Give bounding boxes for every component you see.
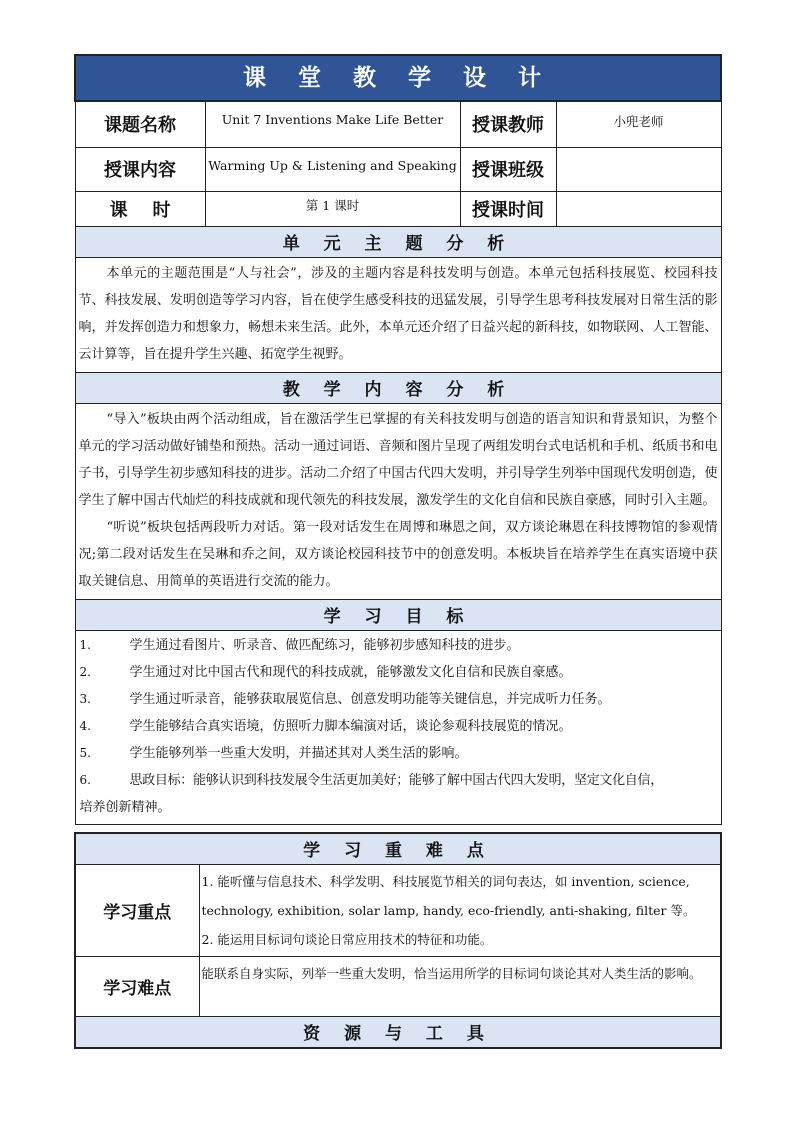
goal-number: 4. <box>79 718 91 733</box>
goal-continuation: 培养创新精神。 <box>79 799 171 815</box>
content-analysis-para2: “听说”板块包括两段听力对话。第一段对话发生在周博和琳恩之间，双方谈论琳恩在科技博物馆的参观情况;第二段对话发生在吴琳和乔之间，双方谈论校园科技节中的创意发明。本板块旨在培养学生在真实语境中获取关键信息、用简单的英语进行交流的能力。 <box>78 519 718 589</box>
time-label: 授课时间 <box>460 191 556 226</box>
content-analysis-para1: “导入”板块由两个活动组成，旨在激活学生已掌握的有关科技发明与创造的语言知识和背景知识，为整个单元的学习活动做好铺垫和预热。活动一通过词语、音频和图片呈现了两组发明台式电话机和手机、纸质书和电子书，引导学生初步感知科技的进步。活动二介绍了中国古代四大发明，并引导学生列举中国现代发明创造，使学生了解中国古代灿烂的科技成就和现代领先的科技发展，激发学生的文化自信和民族自豪感，同时引入主题。 <box>78 411 718 508</box>
goal-text: 学生通过看图片、听录音、做匹配练习，能够初步感知科技的进步。 <box>129 637 520 653</box>
goal-text: 学生能够结合真实语境，仿照听力脚本编演对话，谈论参观科技展览的情况。 <box>129 718 572 734</box>
goal-text: 学生通过对比中国古代和现代的科技成就，能够激发文化自信和民族自豪感。 <box>129 664 572 680</box>
focus-item: 2. 能运用目标词句谈论日常应用技术的特征和功能。 <box>201 931 493 947</box>
goal-number: 3. <box>79 691 91 706</box>
document-title: 课 堂 教 学 设 计 <box>75 55 721 101</box>
goal-number: 6. <box>79 772 91 787</box>
period-label: 课 时 <box>75 191 205 226</box>
content-label: 授课内容 <box>75 147 205 191</box>
unit-analysis-text: 本单元的主题范围是“人与社会”，涉及的主题内容是科技发明与创造。本单元包括科技展览、校园科技节、科技发展、发明创造等学习内容，旨在使学生感受科技的迅猛发展，引导学生思考科技发展对日常生活的影响，并发挥创造力和想象力，畅想未来生活。此外，本单元还介绍了日益兴起的新科技，如物联网、人工智能、云计算等，旨在提升学生兴趣、拓宽学生视野。 <box>78 265 718 362</box>
goals-heading: 学 习 目 标 <box>75 599 721 630</box>
unit-analysis-heading: 单 元 主 题 分 析 <box>75 226 721 257</box>
content-value: Warming Up & Listening and Speaking <box>205 147 460 191</box>
goal-number: 2. <box>79 664 91 679</box>
goals-body <box>75 630 721 824</box>
goal-item <box>76 686 718 713</box>
content-analysis-body <box>75 403 721 599</box>
table-gap <box>74 825 720 832</box>
class-label: 授课班级 <box>460 147 556 191</box>
goal-text: 学生通过听录音，能够获取展览信息、创意发明功能等关键信息，并完成听力任务。 <box>129 691 611 707</box>
lesson-plan-table <box>74 54 722 825</box>
goal-item <box>76 659 718 686</box>
goal-item <box>76 713 718 740</box>
lesson-plan-page <box>74 54 720 1049</box>
unit-analysis-body <box>75 257 721 372</box>
period-value: 第 1 课时 <box>205 191 460 226</box>
goal-item <box>76 767 718 794</box>
key-points-heading: 学 习 重 难 点 <box>75 833 721 865</box>
goal-item <box>76 632 718 659</box>
focus-body <box>199 864 721 956</box>
goal-text: 思政目标：能够认识到科技发展令生活更加美好；能够了解中国古代四大发明，坚定文化自信， <box>129 772 663 788</box>
teacher-value: 小兜老师 <box>556 101 721 147</box>
goal-text: 学生能够列举一些重大发明，并描述其对人类生活的影响。 <box>129 745 468 761</box>
class-value <box>556 147 721 191</box>
topic-label: 课题名称 <box>75 101 205 147</box>
difficulty-text: 能联系自身实际，列举一些重大发明，恰当运用所学的目标词句谈论其对人类生活的影响。 <box>199 956 721 1016</box>
content-analysis-heading: 教 学 内 容 分 析 <box>75 372 721 403</box>
teacher-label: 授课教师 <box>460 101 556 147</box>
goal-number: 1. <box>79 637 91 652</box>
topic-value: Unit 7 Inventions Make Life Better <box>205 101 460 147</box>
goal-item <box>76 740 718 767</box>
focus-label: 学习重点 <box>75 864 199 956</box>
key-points-table <box>74 832 722 1049</box>
goal-number: 5. <box>79 745 91 760</box>
resources-heading: 资 源 与 工 具 <box>75 1016 721 1048</box>
time-value <box>556 191 721 226</box>
difficulty-label: 学习难点 <box>75 956 199 1016</box>
focus-item: 1. 能听懂与信息技术、科学发明、科技展览节相关的词句表达，如 invention, science, technology, exhibition, solar lamp, handy, eco-friendly, anti-shaking, filter 等。 <box>201 873 696 918</box>
